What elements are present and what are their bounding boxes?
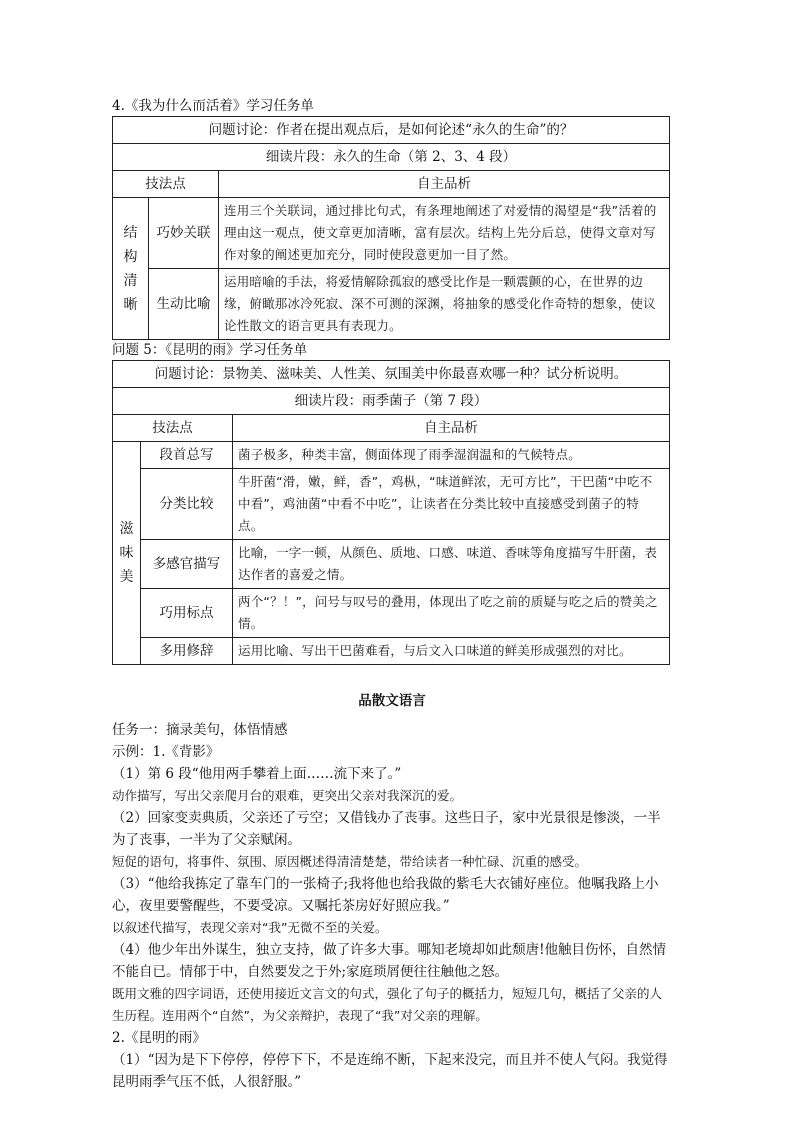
task4-table bbox=[112, 116, 670, 340]
analysis-cell: 连用三个关联词，通过排比句式，有条理地阐述了对爱情的渴望是“我”活着的理由这一观点，使文章更加清晰，富有层次。结构上先分后总，使得文章对写作对象的阐述更加充分，同时使段意更加一目了然。 bbox=[219, 198, 670, 269]
task4-question: 问题讨论：作者在提出观点后，是如何论述“永久的生命”的？ bbox=[113, 117, 670, 144]
category-char: 美 bbox=[119, 569, 134, 585]
technique-cell: 段首总写 bbox=[141, 442, 233, 469]
technique-cell: 多感官描写 bbox=[141, 540, 233, 589]
technique-cell: 多用修辞 bbox=[141, 638, 233, 665]
category-char: 晰 bbox=[123, 296, 138, 313]
analysis-cell: 运用暗喻的手法，将爱情解除孤寂的感受比作是一颗震颤的心，在世界的边缘，俯瞰那冰冷死寂、深不可测的深渊，将抽象的感受化作奇特的想象，使议论性散文的语言更具有表现力。 bbox=[219, 269, 670, 340]
task5-question: 问题讨论：景物美、滋味美、人性美、氛围美中你最喜欢哪一种？试分析说明。 bbox=[113, 361, 670, 388]
analysis-cell: 牛肝菌“滑，嫩，鲜，香”，鸡枞，“味道鲜浓，无可方比”，干巴菌“中吃不中看”，鸡油菌“中看不中吃”，让读者在分类比较中直接感受到菌子的特点。 bbox=[233, 469, 670, 540]
task4-col-technique: 技法点 bbox=[113, 171, 219, 198]
category-char: 构 bbox=[123, 248, 138, 265]
task5-heading: 问题 5：《昆明的雨》学习任务单 bbox=[112, 342, 308, 358]
task5-category bbox=[113, 442, 141, 665]
technique-cell: 巧用标点 bbox=[141, 589, 233, 638]
quote-note: 既用文雅的四字词语，还使用接近文言文的句式，强化了句子的概括力，短短几句，概括了父亲的人生历程。连用两个“自然”，为父亲辩护，表现了“我”对父亲的理解。 bbox=[112, 986, 663, 1023]
analysis-cell: 运用比喻、写出干巴菌难看，与后文入口味道的鲜美形成强烈的对比。 bbox=[233, 638, 670, 665]
analysis-cell: 比喻，一字一顿，从颜色、质地、口感、味道、香味等角度描写牛肝菌，表达作者的喜爱之情。 bbox=[233, 540, 670, 589]
page bbox=[112, 96, 672, 1093]
category-char: 滋 bbox=[119, 521, 134, 537]
analysis-cell: 两个“？！”，问号与叹号的叠用，体现出了吃之前的质疑与吃之后的赞美之情。 bbox=[233, 589, 670, 638]
category-char: 清 bbox=[123, 272, 138, 289]
technique-cell: 生动比喻 bbox=[149, 269, 219, 340]
task5-table bbox=[112, 360, 670, 665]
technique-cell: 分类比较 bbox=[141, 469, 233, 540]
quote-note: 以叙述代描写，表现父亲对“我”无微不至的关爱。 bbox=[112, 920, 388, 935]
task4-reading: 细读片段：永久的生命（第 2、3、4 段） bbox=[113, 144, 670, 171]
example2-line: 2.《昆明的雨》 bbox=[112, 1030, 206, 1046]
quote-note: 短促的语句，将事件、氛围、原因概述得清清楚楚，带给读者一种忙碌、沉重的感受。 bbox=[112, 854, 588, 869]
analysis-cell: 菌子极多，种类丰富，侧面体现了雨季湿润温和的气候特点。 bbox=[233, 442, 670, 469]
task4-category bbox=[113, 198, 149, 340]
task5-reading: 细读片段：雨季菌子（第 7 段） bbox=[113, 388, 670, 415]
technique-cell: 巧妙关联 bbox=[149, 198, 219, 269]
task4-col-analysis: 自主品析 bbox=[219, 171, 670, 198]
quote-item: （3）“他给我拣定了靠车门的一张椅子;我将他也给我做的紫毛大衣铺好座位。他嘱我路上小心，夜里要警醒些，不要受凉。又嘱托茶房好好照应我。” bbox=[112, 876, 659, 914]
quote-note: 动作描写，写出父亲爬月台的艰难，更突出父亲对我深沉的爱。 bbox=[112, 788, 463, 803]
category-char: 味 bbox=[119, 545, 134, 561]
section-title: 品散文语言 bbox=[358, 693, 426, 709]
task5-col-technique: 技法点 bbox=[113, 415, 233, 442]
task5-col-analysis: 自主品析 bbox=[233, 415, 670, 442]
quote-item: （4）他少年出外谋生，独立支持，做了许多大事。哪知老境却如此颓唐!他触目伤怀，自然情不能自已。情郁于中，自然要发之于外;家庭琐屑便往往触他之怒。 bbox=[112, 942, 667, 980]
task4-heading: 4.《我为什么而活着》学习任务单 bbox=[112, 98, 314, 114]
example-line: 示例：1.《背影》 bbox=[112, 744, 220, 760]
task-line: 任务一：摘录美句，体悟情感 bbox=[112, 722, 288, 738]
quote-item: （1）第 6 段“他用两手攀着上面……流下来了。” bbox=[112, 766, 402, 782]
quote-item: （2）回家变卖典质，父亲还了亏空；又借钱办了丧事。这些日子，家中光景很是惨淡，一半为了丧事，一半为了父亲赋闲。 bbox=[112, 810, 661, 848]
quote-item: （1）“因为是下下停停，停停下下，不是连绵不断，下起来没完，而且并不使人气闷。我觉得昆明雨季气压不低，人很舒服。” bbox=[112, 1052, 668, 1090]
category-char: 结 bbox=[123, 224, 138, 241]
